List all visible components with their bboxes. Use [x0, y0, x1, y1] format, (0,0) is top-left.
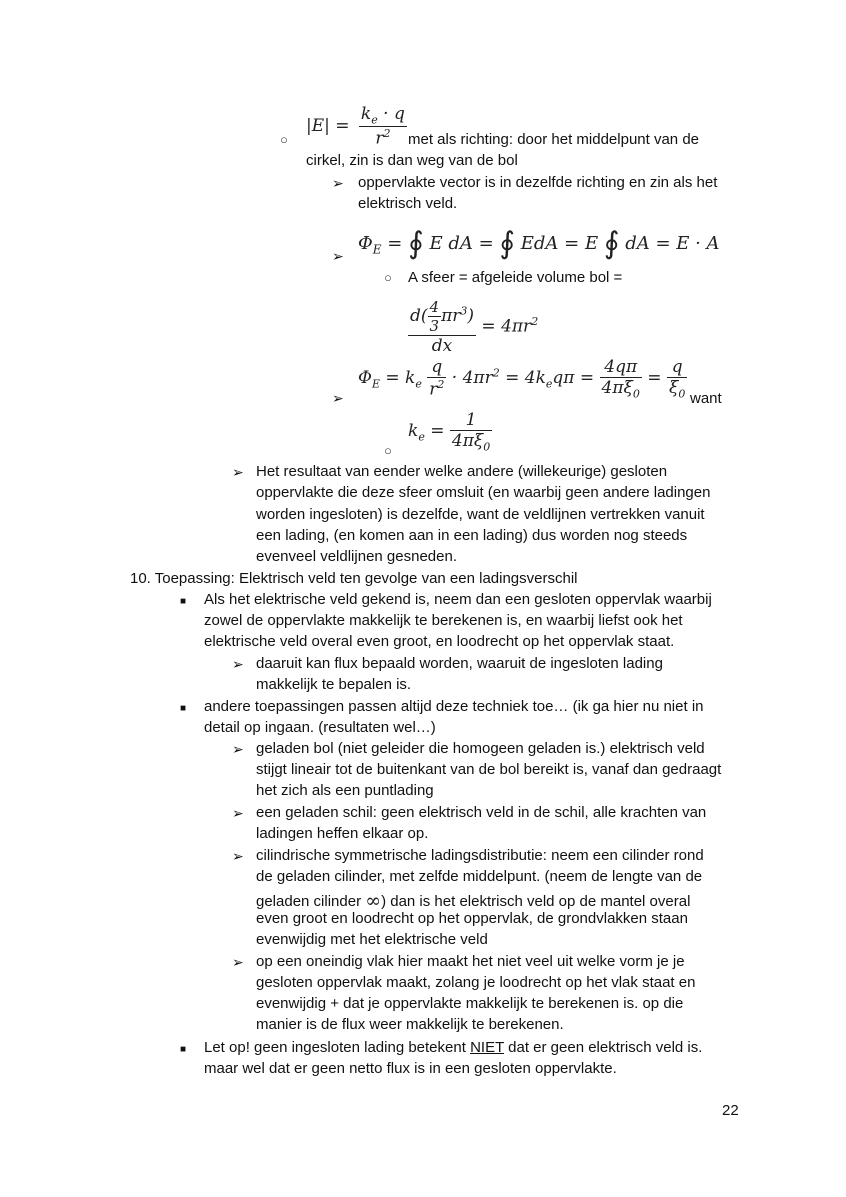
sq1-sub-line: daaruit kan flux bepaald worden, waaruit de ingesloten lading	[256, 655, 663, 672]
sq2-sub3-line	[256, 889, 690, 911]
niet-emphasis: NIET	[470, 1039, 504, 1056]
surface-vector-text: oppervlakte vector is in dezelfde richting en zin als het	[358, 174, 718, 191]
arrow-bullet: ➢	[232, 954, 244, 970]
circle-bullet: ○	[280, 132, 288, 147]
sq2-sub3-line: de geladen cilinder, met zelfde middelpunt. (neem de lengte van de	[256, 868, 703, 885]
sq1-line: elektrische veld overal even groot, en loodrecht op het oppervlak staat.	[204, 633, 675, 650]
result-para-line: een lading, (en komen aan in een lading) dus worden nog steeds	[256, 527, 688, 544]
sq2-sub4-line: evenwijdig + dat je oppervlakte makkelijk te berekenen is. op die	[256, 995, 684, 1012]
arrow-bullet: ➢	[332, 248, 344, 264]
deriv-num-b-sup: 3	[460, 304, 468, 318]
sq1-line: Als het elektrische veld gekend is, neem dan een gesloten oppervlak waarbij	[204, 591, 712, 608]
integral-term-2: EdA = E	[520, 233, 599, 254]
frac1-den: r	[429, 380, 438, 401]
frac2-den-sub: 0	[632, 387, 640, 401]
ke-sub: e	[415, 377, 422, 391]
sq2-sub4-line: op een oneindig vlak hier maakt het niet veel uit welke vorm je je	[256, 953, 685, 970]
phi-symbol: Φ	[358, 368, 372, 389]
arrow-bullet: ➢	[232, 741, 244, 757]
result-para-line: worden ingesloten) is dezelfde, want de veldlijnen vertrekken vanuit	[256, 506, 705, 523]
phi-symbol: Φ	[358, 233, 373, 254]
frac1-den-sup: 2	[437, 378, 445, 392]
deriv-num-b: πr	[441, 306, 461, 326]
sq2-line: detail op ingaan. (resultaten wel…)	[204, 719, 436, 736]
sq3-line-2: maar wel dat er geen netto flux is in een gesloten oppervlakte.	[204, 1060, 617, 1077]
formula-num-rest: · q	[377, 104, 405, 124]
sq2-sub3-line: evenwijdig met het elektrische veld	[256, 931, 488, 948]
circle-bullet: ○	[384, 270, 392, 285]
ke-den: 4πξ	[451, 431, 484, 451]
ke-formula	[408, 410, 492, 453]
arrow-bullet: ➢	[232, 464, 244, 480]
deriv-rhs-sup: 2	[531, 314, 539, 328]
phi-sub: E	[371, 377, 380, 391]
sq1-line: zowel de oppervlakte makkelijk te berekenen is, en waarbij liefst ook het	[204, 612, 683, 629]
mid2-sub: e	[545, 377, 553, 391]
arrow-bullet: ➢	[232, 805, 244, 821]
ke-num: 1	[465, 410, 477, 430]
ke-den-sub: 0	[483, 440, 491, 454]
deriv-den: dx	[408, 335, 476, 356]
phi-sub: E	[372, 242, 382, 257]
contour-integral-icon: ∮	[408, 226, 424, 261]
surface-vector-text-2: elektrisch veld.	[358, 195, 458, 212]
sphere-area-text: A sfeer = afgeleide volume bol =	[408, 269, 623, 286]
integral-term-3: dA = E · A	[625, 233, 720, 254]
square-bullet: ■	[180, 703, 187, 714]
result-para-line: Het resultaat van eender welke andere (willekeurige) gesloten	[256, 463, 668, 480]
section-heading: 10. Toepassing: Elektrisch veld ten gevolge van een ladingsverschil	[130, 570, 578, 587]
sq2-sub3-line: cilindrische symmetrische ladingsdistributie: neem een cilinder rond	[256, 847, 704, 864]
infinity-symbol: ∞	[365, 890, 382, 912]
four-num: 4	[429, 298, 440, 316]
want-text: want	[690, 390, 722, 407]
page-number: 22	[722, 1102, 739, 1119]
ke-lhs: k	[408, 421, 419, 442]
mid-sup: 2	[492, 366, 500, 380]
arrow-bullet: ➢	[332, 175, 344, 191]
sq2-sub1-line: geladen bol (niet geleider die homogeen geladen is.) elektrisch veld	[256, 740, 705, 757]
formula-den: r	[375, 129, 384, 150]
cylinder-text-2: ) dan is het elektrisch veld op de mantel overal	[381, 893, 691, 910]
e-field-formula	[306, 104, 407, 149]
frac3-num: q	[671, 357, 683, 377]
frac2-den: 4πξ	[601, 378, 633, 398]
equals-sign: =	[430, 421, 445, 442]
sq2-sub3-line: even groot en loodrecht op het oppervlak, de grondvlakken staan	[256, 910, 688, 927]
contour-integral-icon: ∮	[499, 226, 516, 261]
formula-lhs: |E| =	[306, 116, 350, 137]
sq2-sub2-line: ladingen heffen elkaar op.	[256, 825, 429, 842]
result-para-line: oppervlakte die deze sfeer omsluit (en waarbij geen andere ladingen	[256, 484, 711, 501]
cylinder-text: geladen cilinder	[256, 893, 362, 910]
circle-bullet: ○	[384, 443, 392, 458]
sphere-derivative-formula	[408, 298, 538, 356]
sq2-sub4-line: gesloten oppervlak maakt, zolang je loodrecht op het vlak staat en	[256, 974, 696, 991]
sq2-sub1-line: stijgt lineair tot de buitenkant van de bol bereikt is, vanaf dan gedraagt	[256, 761, 722, 778]
sq3-line	[204, 1039, 702, 1056]
arrow-bullet: ➢	[232, 656, 244, 672]
formula-den-sup: 2	[383, 127, 391, 141]
sq2-sub4-line: manier is de flux weer makkelijk te berekenen.	[256, 1016, 564, 1033]
deriv-rhs: = 4πr	[481, 316, 532, 337]
equals-sign: =	[647, 368, 662, 389]
e-field-direction-text: met als richting: door het middelpunt van de	[408, 131, 699, 148]
sq3-text-a: Let op! geen ingesloten lading betekent	[204, 1039, 466, 1056]
equals-sign: =	[387, 233, 403, 254]
square-bullet: ■	[180, 596, 187, 607]
flux-result-formula	[358, 357, 687, 400]
frac3-den: ξ	[668, 378, 679, 398]
result-para-line: evenveel veldlijnen gesneden.	[256, 548, 457, 565]
deriv-num-c: )	[467, 306, 475, 326]
mid-term: · 4πr	[451, 368, 493, 389]
three-den: 3	[429, 317, 440, 335]
arrow-bullet: ➢	[232, 848, 244, 864]
sq3-text-b: dat er geen elektrisch veld is.	[508, 1039, 703, 1056]
sq2-sub2-line: een geladen schil: geen elektrisch veld in de schil, alle krachten van	[256, 804, 707, 821]
mid-term-2: = 4k	[505, 368, 546, 389]
frac1-num: q	[431, 357, 443, 378]
square-bullet: ■	[180, 1044, 187, 1055]
integral-term-1: E dA =	[429, 233, 494, 254]
e-field-direction-text-2: cirkel, zin is dan weg van de bol	[306, 152, 518, 169]
frac2-num: 4qπ	[604, 357, 638, 377]
arrow-bullet: ➢	[332, 390, 344, 406]
eq-ke: = k	[385, 368, 416, 389]
frac3-den-sub: 0	[678, 387, 686, 401]
deriv-num-a: d(	[410, 306, 428, 326]
sq2-line: andere toepassingen passen altijd deze techniek toe… (ik ga hier nu niet in	[204, 698, 704, 715]
sq2-sub1-line: het zich als een puntlading	[256, 782, 434, 799]
sq1-sub-line: makkelijk te bepalen is.	[256, 676, 412, 693]
mid-term-3: qπ =	[552, 368, 595, 389]
flux-integral-formula	[358, 222, 720, 261]
contour-integral-icon: ∮	[603, 226, 620, 261]
ke-lhs-sub: e	[418, 430, 425, 444]
formula-num-sub: e	[371, 113, 378, 127]
formula-num: k	[360, 104, 372, 124]
